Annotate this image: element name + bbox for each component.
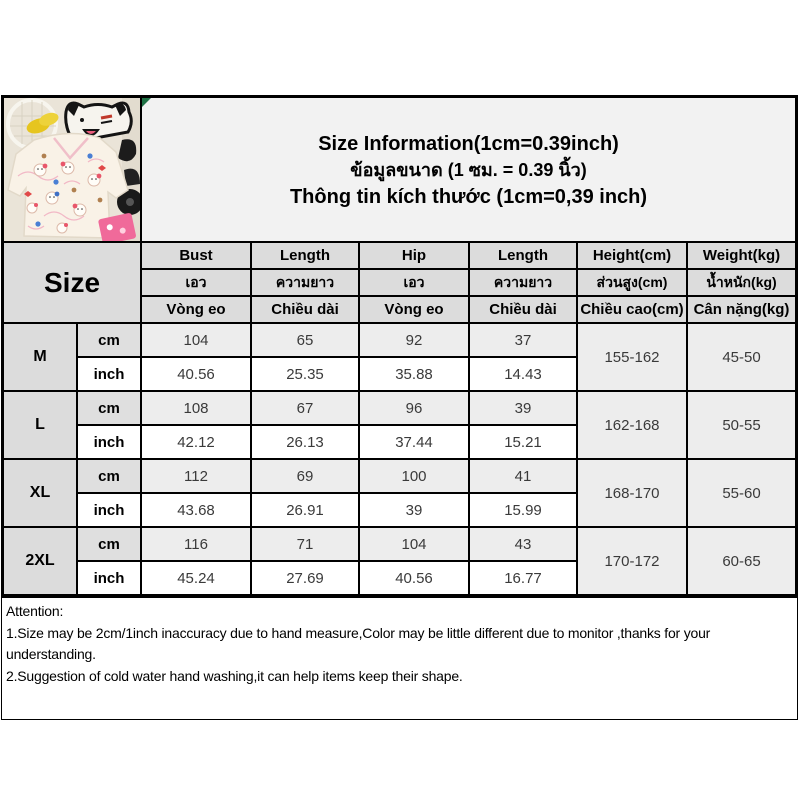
table-row [3,323,796,357]
attention-notes [2,596,797,719]
xl-bust-cm: 112 [141,459,251,493]
unit-label-cm: cm [77,323,141,357]
m-length1-cm: 65 [251,323,359,357]
xl-length2-cm: 41 [469,459,577,493]
attention-line: 2.Suggestion of cold water hand washing,it can help items keep their shape. [6,667,463,684]
m-weight: 45-50 [687,323,796,391]
size-label-xl: XL [3,459,77,527]
size-header-cell: Size [3,242,141,323]
size-label-m: M [3,323,77,391]
2xl-hip-cm: 104 [359,527,469,561]
2xl-height: 170-172 [577,527,687,595]
m-bust-cm: 104 [141,323,251,357]
l-hip-cm: 96 [359,391,469,425]
xl-bust-inch: 43.68 [141,493,251,527]
m-length1-inch: 25.35 [251,357,359,391]
col-header-bust-th: เอว [141,269,251,296]
col-header-hip-vi: Vòng eo [359,296,469,323]
xl-hip-cm: 100 [359,459,469,493]
attention-heading: Attention: [6,603,64,619]
l-hip-inch: 37.44 [359,425,469,459]
title-thai: ข้อมูลขนาด (1 ซม. = 0.39 นิ้ว) [350,159,587,180]
col-header-length1-en: Length [251,242,359,269]
xl-hip-inch: 39 [359,493,469,527]
m-bust-inch: 40.56 [141,357,251,391]
col-header-hip-en: Hip [359,242,469,269]
2xl-length2-cm: 43 [469,527,577,561]
2xl-length2-inch: 16.77 [469,561,577,595]
l-weight: 50-55 [687,391,796,459]
col-header-hip-th: เอว [359,269,469,296]
l-length1-inch: 26.13 [251,425,359,459]
unit-label-cm: cm [77,527,141,561]
col-header-length1-vi: Chiều dài [251,296,359,323]
2xl-length1-inch: 27.69 [251,561,359,595]
col-header-length2-en: Length [469,242,577,269]
unit-label-inch: inch [77,357,141,391]
l-bust-inch: 42.12 [141,425,251,459]
2xl-length1-cm: 71 [251,527,359,561]
l-bust-cm: 108 [141,391,251,425]
m-height: 155-162 [577,323,687,391]
title-vietnamese: Thông tin kích thước (1cm=0,39 inch) [289,185,648,208]
unit-label-inch: inch [77,561,141,595]
xl-length1-inch: 26.91 [251,493,359,527]
title-english: Size Information(1cm=0.39inch) [318,132,619,155]
unit-label-cm: cm [77,391,141,425]
table-row [3,391,796,425]
attention-line: 1.Size may be 2cm/1inch inaccuracy due to hand measure,Color may be little different due to monitor ,thanks for your [6,624,711,641]
product-photo-cell [3,97,141,242]
m-length2-cm: 37 [469,323,577,357]
col-header-length2-vi: Chiều dài [469,296,577,323]
2xl-hip-inch: 40.56 [359,561,469,595]
table-row [3,527,796,561]
col-header-height-th: ส่วนสูง(cm) [577,269,687,296]
col-header-bust-en: Bust [141,242,251,269]
unit-label-inch: inch [77,425,141,459]
unit-label-inch: inch [77,493,141,527]
col-header-weight-vi: Cân nặng(kg) [687,296,796,323]
col-header-height-en: Height(cm) [577,242,687,269]
size-info-sheet [1,95,798,720]
col-header-weight-th: น้ำหนัก(kg) [687,269,796,296]
attention-line: understanding. [6,646,96,662]
size-label-2xl: 2XL [3,527,77,595]
xl-length1-cm: 69 [251,459,359,493]
xl-height: 168-170 [577,459,687,527]
col-header-length1-th: ความยาว [251,269,359,296]
l-height: 162-168 [577,391,687,459]
m-length2-inch: 14.43 [469,357,577,391]
title-block [141,97,796,242]
size-table [2,96,797,596]
col-header-length2-th: ความยาว [469,269,577,296]
l-length2-cm: 39 [469,391,577,425]
m-hip-inch: 35.88 [359,357,469,391]
l-length2-inch: 15.21 [469,425,577,459]
table-row [3,459,796,493]
l-length1-cm: 67 [251,391,359,425]
2xl-bust-cm: 116 [141,527,251,561]
m-hip-cm: 92 [359,323,469,357]
2xl-weight: 60-65 [687,527,796,595]
col-header-weight-en: Weight(kg) [687,242,796,269]
size-label-l: L [3,391,77,459]
unit-label-cm: cm [77,459,141,493]
col-header-bust-vi: Vòng eo [141,296,251,323]
product-photo-image [4,98,140,241]
xl-weight: 55-60 [687,459,796,527]
2xl-bust-inch: 45.24 [141,561,251,595]
col-header-height-vi: Chiều cao(cm) [577,296,687,323]
excel-corner-marker-icon [142,98,151,107]
xl-length2-inch: 15.99 [469,493,577,527]
